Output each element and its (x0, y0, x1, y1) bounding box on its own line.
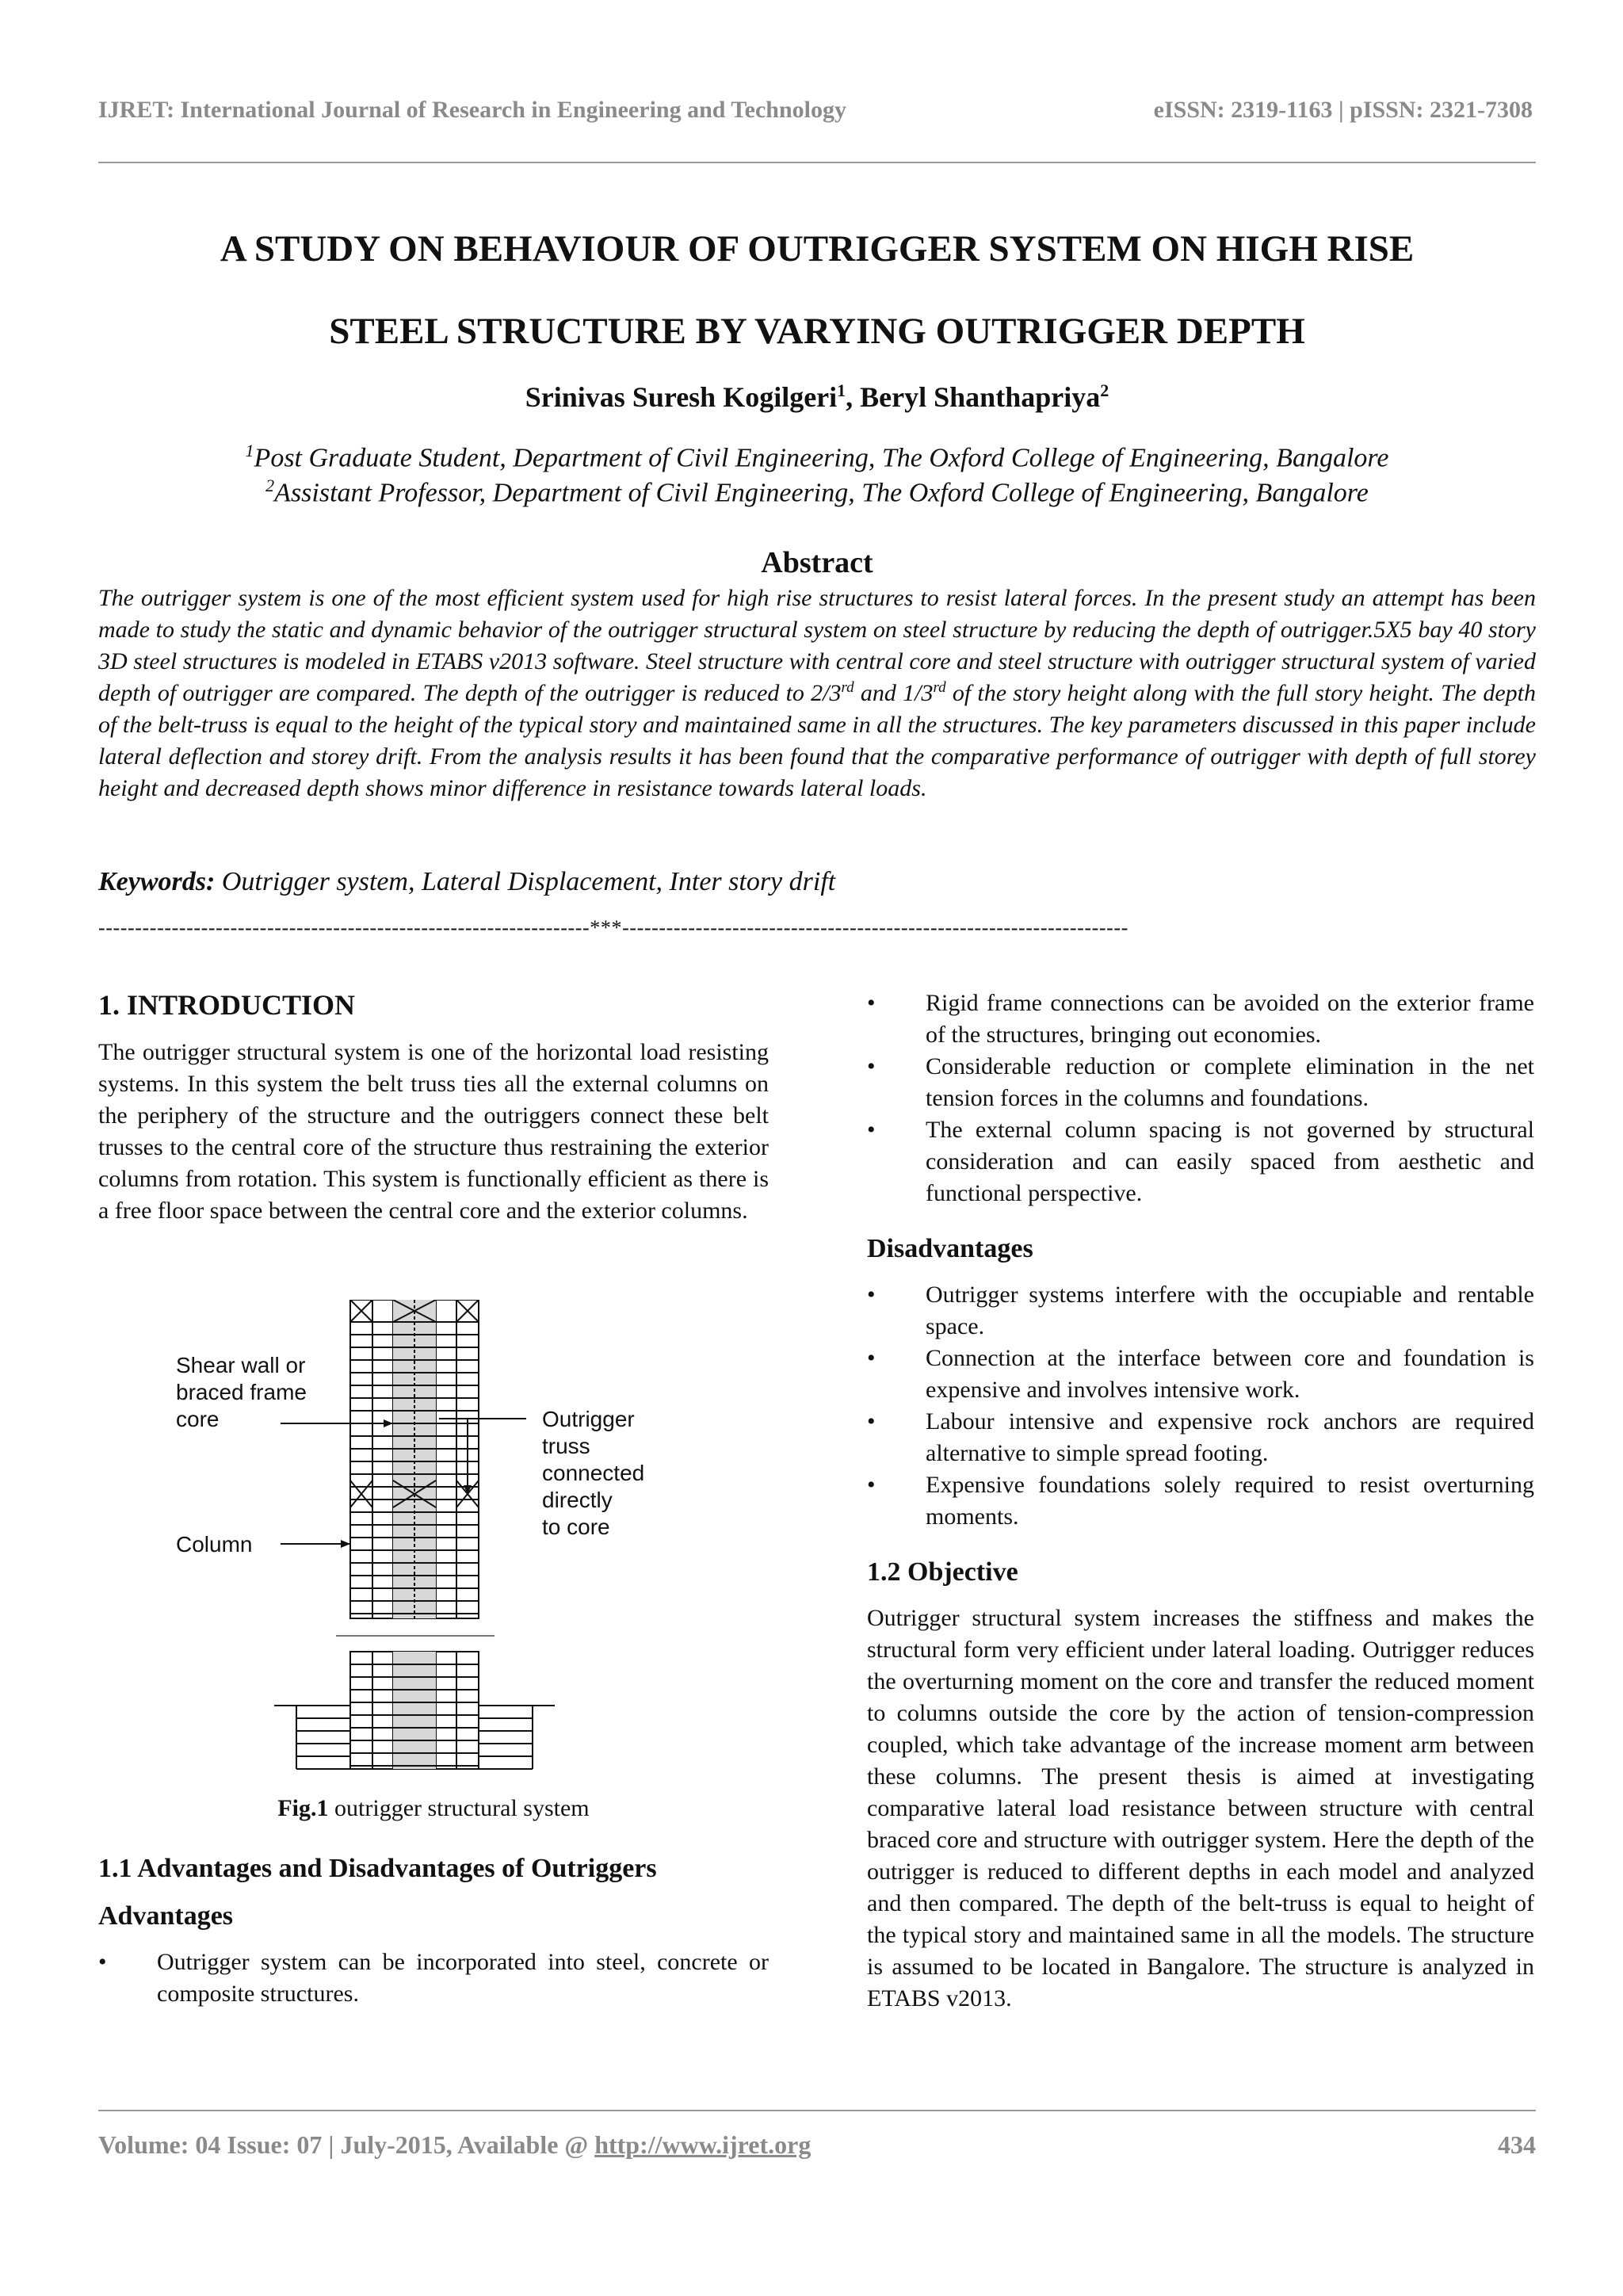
footer-volume: Volume: 04 Issue: 07 | July-2015, Available @ (98, 2130, 595, 2159)
affiliation-1-text: Post Graduate Student, Department of Civil Engineering, The Oxford College of Engineering, Bangalore (254, 443, 1389, 473)
list-item: • Labour intensive and expensive rock anchors are required alternative to simple spread footing. (867, 1406, 1534, 1469)
list-item: • Expensive foundations solely required to resist overturning moments. (867, 1469, 1534, 1533)
abstract-sup-1: rd (841, 679, 854, 696)
figure-caption-label: Fig.1 (277, 1795, 329, 1821)
list-item: • Rigid frame connections can be avoided on the exterior frame of the structures, bringing out economies. (867, 988, 1534, 1051)
disadvantages-list (867, 1279, 1534, 1533)
list-item: • Considerable reduction or complete elimination in the net tension forces in the columns and foundations. (867, 1051, 1534, 1114)
list-item: • Outrigger system can be incorporated into steel, concrete or composite structures. (98, 1946, 769, 2010)
page-number: 434 (1498, 2130, 1536, 2159)
abstract-text-b: and 1/3 (854, 680, 934, 706)
paper-title (98, 208, 1536, 372)
author-2-sup: 2 (1100, 380, 1109, 400)
affiliation-1-sup: 1 (245, 441, 254, 460)
author-2: Beryl Shanthapriya (860, 381, 1101, 413)
author-1: Srinivas Suresh Kogilgeri (525, 381, 838, 413)
label-core-line-1: Shear wall or (176, 1353, 306, 1377)
section-separator: -------------------------------------------------------------------***--------------------------------------------------------------------- (98, 916, 1128, 939)
left-column (98, 988, 769, 2010)
outrigger-diagram (98, 1300, 769, 1775)
title-line-2: STEEL STRUCTURE BY VARYING OUTRIGGER DEPTH (329, 311, 1305, 352)
label-outrigger-line-5: to core (542, 1515, 610, 1539)
objective-heading: 1.2 Objective (867, 1557, 1018, 1587)
abstract-sup-2: rd (933, 679, 946, 696)
objective-text: Outrigger structural system increases the stiffness and makes the structural form very efficient under lateral loading. Outrigger reduces the overturning moment on the core and transfer the reduced moment to columns outside the core by the action of tension-compression coupled, which take advantage of the increase moment arm between these columns. The present thesis is aimed at investigating comparative lateral load resistance between structure with central braced core and structure with outrigger system. Here the depth of the outrigger is reduced to different depths in each model and analyzed and then compared. The depth of the belt-truss is equal to height of the typical story and maintained same in all the models. The structure is assumed to be located in Bangalore. The structure is analyzed in ETABS v2013. (867, 1605, 1534, 2011)
list-item: • Connection at the interface between core and foundation is expensive and involves intensive work. (867, 1343, 1534, 1406)
affiliation-2-text: Assistant Professor, Department of Civil Engineering, The Oxford College of Engineering, Bangalore (274, 478, 1369, 508)
figure-1 (98, 1300, 769, 1775)
abstract-body (98, 583, 1536, 804)
advantages-list-right (867, 988, 1534, 1209)
figure-caption (98, 1793, 769, 1824)
abstract-text-c: of the story height along with the full story height. The depth of the belt-truss is equal to the height of the typical story and maintained same in all the structures. The key parameters discussed in this paper include lateral deflection and storey drift. From the analysis results it has been found that the comparative performance of outrigger with depth of full storey height and decreased depth shows minor difference in resistance towards lateral loads. (98, 680, 1536, 801)
footer-link[interactable]: http://www.ijret.org (594, 2130, 812, 2159)
issn: eISSN: 2319-1163 | pISSN: 2321-7308 (1153, 97, 1533, 123)
label-outrigger-line-3: connected (542, 1461, 645, 1485)
affiliation-1 (98, 441, 1536, 473)
keywords (98, 867, 1536, 897)
journal-name: IJRET: International Journal of Research in Engineering and Technology (98, 97, 847, 123)
keywords-text: Outrigger system, Lateral Displacement, Inter story drift (215, 867, 836, 896)
author-1-sup: 1 (837, 380, 846, 400)
list-item: • Outrigger systems interfere with the occupiable and rentable space. (867, 1279, 1534, 1343)
abstract-text-a: The outrigger system is one of the most efficient system used for high rise structures to resist lateral forces. In the present study an attempt has been made to study the static and dynamic behavior of the outrigger structural system on steel structure by reducing the depth of outrigger.5X5 bay 40 story 3D steel structures is modeled in ETABS v2013 software. Steel structure with central core and steel structure with outrigger structural system of varied depth of outrigger are compared. The depth of the outrigger is reduced to 2/3 (98, 585, 1536, 706)
footer (98, 2130, 1536, 2160)
advantages-section-heading: 1.1 Advantages and Disadvantages of Outriggers (98, 1854, 657, 1883)
advantages-list-left (98, 1946, 769, 2010)
list-item: • The external column spacing is not governed by structural consideration and can easily spaced from aesthetic and functional perspective. (867, 1114, 1534, 1209)
affiliation-2 (98, 476, 1536, 508)
figure-caption-text: outrigger structural system (328, 1795, 590, 1821)
label-core-line-2: braced frame (176, 1380, 307, 1404)
intro-heading: 1. INTRODUCTION (98, 989, 356, 1021)
title-line-1: A STUDY ON BEHAVIOUR OF OUTRIGGER SYSTEM ON HIGH RISE (220, 228, 1415, 269)
abstract-heading: Abstract (761, 546, 873, 579)
label-core-line-3: core (176, 1407, 220, 1431)
affiliation-2-sup: 2 (265, 476, 275, 495)
label-outrigger-line-4: directly (542, 1488, 613, 1512)
disadvantages-heading: Disadvantages (867, 1234, 1033, 1263)
label-outrigger-line-2: truss (542, 1434, 590, 1458)
advantages-heading: Advantages (98, 1901, 234, 1931)
label-outrigger-line-1: Outrigger (542, 1407, 635, 1431)
intro-text: The outrigger structural system is one of the horizontal load resisting systems. In this system the belt truss ties all the external columns on the periphery of the structure and the outriggers connect these belt trusses to the central core of the structure thus restraining the exterior columns from rotation. This system is functionally efficient as there is a free floor space between the central core and the exterior columns. (98, 1039, 769, 1224)
right-column (867, 988, 1534, 2015)
label-column: Column (176, 1532, 253, 1557)
author-separator: , (846, 381, 861, 413)
header-rule (98, 162, 1536, 163)
footer-rule (98, 2110, 1536, 2111)
keywords-label: Keywords: (98, 867, 216, 896)
authors (98, 380, 1536, 414)
